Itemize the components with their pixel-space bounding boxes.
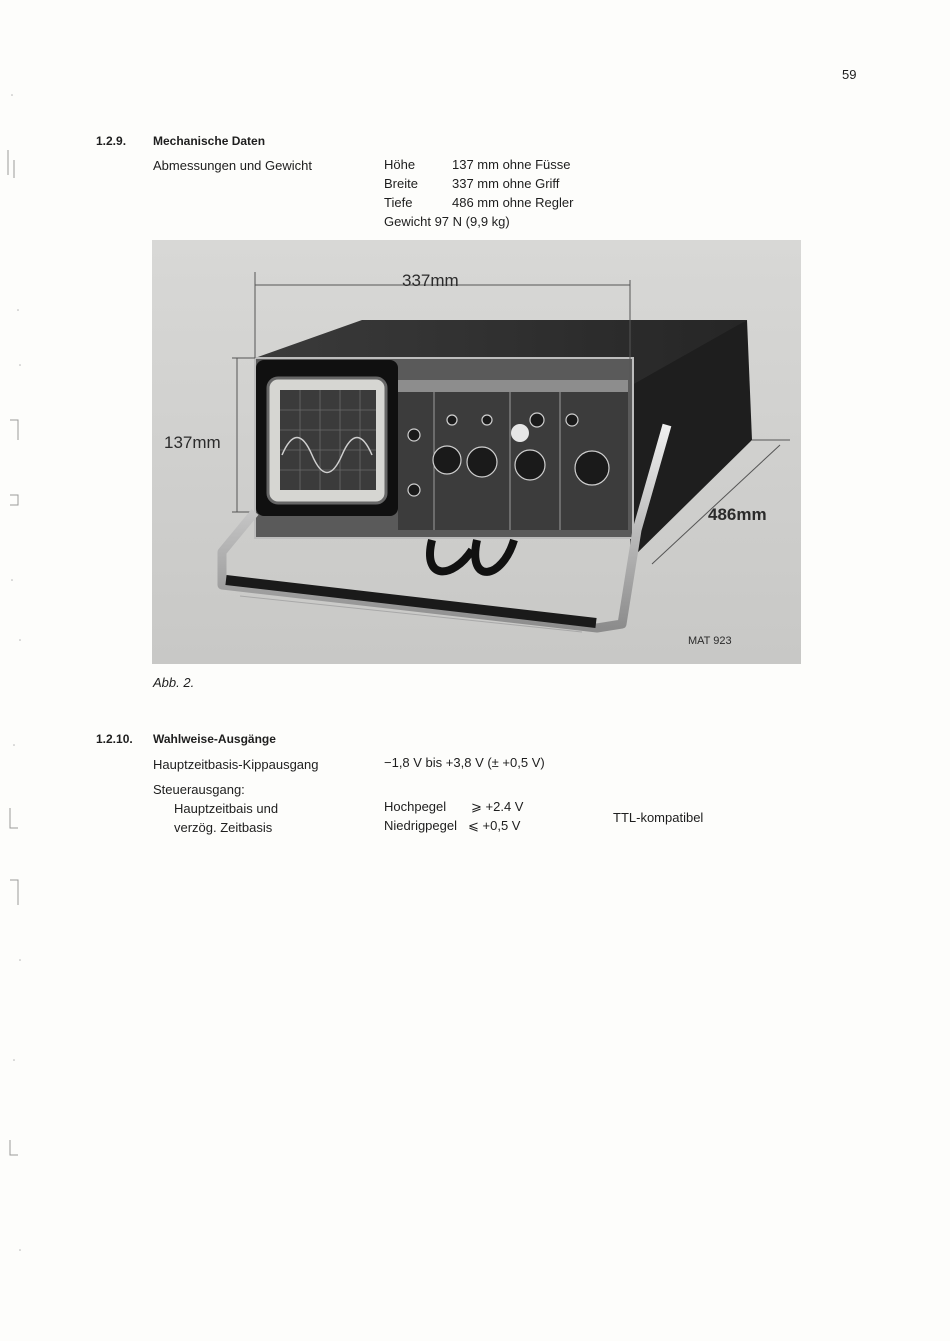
dimensions-label: Abmessungen und Gewicht <box>153 158 312 173</box>
spec-key-width: Breite <box>384 176 418 191</box>
spec-key-depth: Tiefe <box>384 195 413 210</box>
page-number: 59 <box>842 67 857 82</box>
section-number: 1.2.10. <box>96 732 133 746</box>
low-level-value: ⩽ +0,5 V <box>468 818 521 833</box>
dimension-depth-label: 486mm <box>708 505 767 524</box>
control-output-sub1: Hauptzeitbais und <box>174 801 279 816</box>
sweep-output-label: Hauptzeitbasis-Kippausgang <box>153 757 319 772</box>
oscilloscope-photo <box>152 240 801 664</box>
low-level-label: Niedrigpegel <box>384 818 457 833</box>
section-title: Wahlweise-Ausgänge <box>153 732 276 746</box>
high-level-value: ⩾ +2.4 V <box>471 799 524 814</box>
figure-code: MAT 923 <box>688 635 732 647</box>
high-level-label: Hochpegel <box>384 799 447 814</box>
spec-value-depth: 486 mm ohne Regler <box>452 195 574 210</box>
spec-value-width: 337 mm ohne Griff <box>452 176 560 191</box>
section-number: 1.2.9. <box>96 134 127 148</box>
dimension-width-label: 337mm <box>402 271 459 290</box>
control-output-label: Steuerausgang: <box>153 782 245 797</box>
control-output-sub2: verzög. Zeitbasis <box>174 820 273 835</box>
scan-edge-marks <box>0 0 30 1341</box>
spec-weight: Gewicht 97 N (9,9 kg) <box>384 214 510 229</box>
spec-value-height: 137 mm ohne Füsse <box>452 157 571 172</box>
sweep-output-value: −1,8 V bis +3,8 V (± +0,5 V) <box>384 755 545 770</box>
figure-caption: Abb. 2. <box>153 675 195 690</box>
dimension-height-label: 137mm <box>164 433 221 452</box>
section-title: Mechanische Daten <box>153 134 266 148</box>
spec-key-height: Höhe <box>384 157 416 172</box>
ttl-compat-note: TTL-kompatibel <box>613 810 704 825</box>
